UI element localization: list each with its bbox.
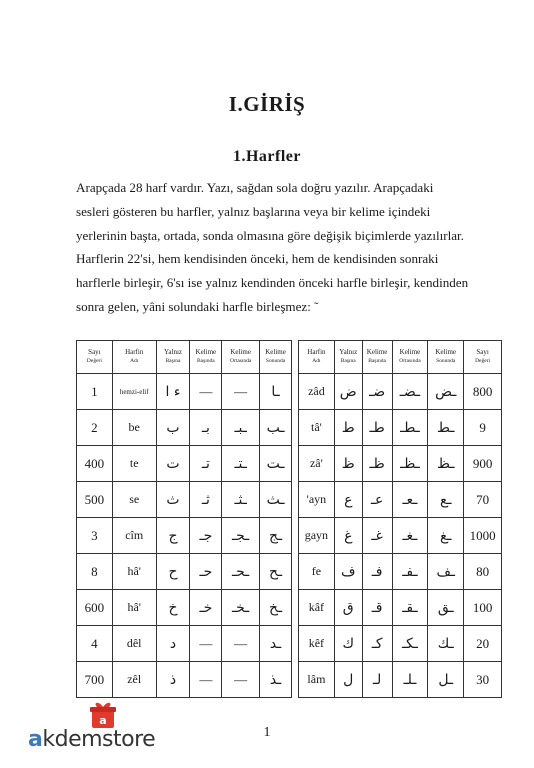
numeric-value-cell: 2 xyxy=(77,410,113,446)
letter-form-cell-medial: ـضـ xyxy=(392,374,428,410)
column-header-line1: Kelime xyxy=(366,348,388,356)
letter-form-cell-final: ـط xyxy=(428,410,464,446)
letter-form-cell-alone: ظ xyxy=(334,446,362,482)
letter-name-cell: hâ' xyxy=(112,590,156,626)
letter-name-cell: kâf xyxy=(299,590,335,626)
table-row xyxy=(77,626,292,662)
letter-form-cell-medial: — xyxy=(222,374,260,410)
column-header-line2: Adı xyxy=(312,358,321,364)
letter-form-cell-final: ـد xyxy=(260,626,292,662)
letter-form-cell-initial: — xyxy=(190,626,222,662)
column-header-line2: Sonunda xyxy=(436,358,456,364)
numeric-value-cell: 800 xyxy=(464,374,502,410)
letter-form-cell-initial: غـ xyxy=(362,518,392,554)
letter-form-cell-alone: د xyxy=(156,626,190,662)
paragraph-line: harflerle birleşir, 6'sı ise yalnız kendinden önceki harfle birleşir, kendinden xyxy=(76,275,469,291)
column-header-line1: Harfin xyxy=(125,348,144,356)
letter-form-cell-alone: ح xyxy=(156,554,190,590)
letter-form-cell-alone: ء ا xyxy=(156,374,190,410)
letter-form-cell-final: ـع xyxy=(428,482,464,518)
numeric-value-cell: 4 xyxy=(77,626,113,662)
letter-name-cell: te xyxy=(112,446,156,482)
section-heading: 1.Harfler xyxy=(232,148,302,165)
letter-form-cell-medial: ـجـ xyxy=(222,518,260,554)
column-header-line1: Kelime xyxy=(399,348,421,356)
column-header-line2: Değeri xyxy=(475,358,491,364)
letter-form-cell-final: ـك xyxy=(428,626,464,662)
letter-form-cell-medial: ـثـ xyxy=(222,482,260,518)
table-row xyxy=(77,482,292,518)
column-header xyxy=(260,341,292,374)
table-row xyxy=(299,590,502,626)
letter-form-cell-medial: ـلـ xyxy=(392,662,428,698)
table-row xyxy=(299,662,502,698)
letter-form-cell-initial: قـ xyxy=(362,590,392,626)
letter-name-cell: zêl xyxy=(112,662,156,698)
letter-name-cell: be xyxy=(112,410,156,446)
letter-form-cell-final: ـا xyxy=(260,374,292,410)
paragraph-line: Harflerin 22'si, hem kendisinden önceki, hem de kendisinden sonraki xyxy=(76,251,439,267)
letter-form-cell-medial: ـخـ xyxy=(222,590,260,626)
column-header xyxy=(77,341,113,374)
letter-form-cell-medial: ـظـ xyxy=(392,446,428,482)
column-header-line1: Kelime xyxy=(265,348,286,356)
letter-form-cell-initial: تـ xyxy=(190,446,222,482)
table-row xyxy=(77,446,292,482)
letter-form-cell-final: ـل xyxy=(428,662,464,698)
column-header xyxy=(392,341,428,374)
column-header xyxy=(190,341,222,374)
page-title: I.GİRİŞ xyxy=(228,92,306,116)
column-header xyxy=(299,341,335,374)
intro-paragraph xyxy=(76,176,502,319)
letter-form-cell-medial: ـغـ xyxy=(392,518,428,554)
column-header-line1: Yalnız xyxy=(339,348,358,356)
letter-form-cell-medial: ـحـ xyxy=(222,554,260,590)
letter-name-cell: kêf xyxy=(299,626,335,662)
table-row xyxy=(77,374,292,410)
letter-form-cell-final: ـض xyxy=(428,374,464,410)
letter-name-cell: se xyxy=(112,482,156,518)
letters-table-left xyxy=(76,340,292,698)
table-row xyxy=(77,662,292,698)
column-header-line1: Sayı xyxy=(476,348,489,356)
table-header-row xyxy=(299,341,502,374)
letter-name-cell: lâm xyxy=(299,662,335,698)
letter-form-cell-alone: خ xyxy=(156,590,190,626)
paragraph-line: yerlerinin başta, ortada, sonda olmasına göre değişik biçimlerde yazılırlar. xyxy=(76,227,464,243)
numeric-value-cell: 700 xyxy=(77,662,113,698)
logo-wordmark-a: a xyxy=(28,727,43,752)
letter-form-cell-alone: ث xyxy=(156,482,190,518)
letter-form-cell-alone: غ xyxy=(334,518,362,554)
column-header-line2: Başında xyxy=(196,358,215,364)
column-header-line2: Başında xyxy=(368,358,386,364)
letter-form-cell-medial: — xyxy=(222,626,260,662)
numeric-value-cell: 80 xyxy=(464,554,502,590)
logo-icon-letter: a xyxy=(99,714,107,727)
column-header xyxy=(222,341,260,374)
column-header-line2: Değeri xyxy=(86,358,102,364)
table-row xyxy=(299,482,502,518)
letter-form-cell-alone: ت xyxy=(156,446,190,482)
table-row xyxy=(77,554,292,590)
akdemstore-logo xyxy=(28,700,188,760)
numeric-value-cell: 70 xyxy=(464,482,502,518)
numeric-value-cell: 8 xyxy=(77,554,113,590)
letter-form-cell-alone: ل xyxy=(334,662,362,698)
column-header xyxy=(156,341,190,374)
table-row xyxy=(299,626,502,662)
numeric-value-cell: 20 xyxy=(464,626,502,662)
table-row xyxy=(299,410,502,446)
column-header xyxy=(112,341,156,374)
letter-form-cell-alone: ب xyxy=(156,410,190,446)
letters-table-right xyxy=(298,340,502,698)
logo-wordmark xyxy=(28,727,155,752)
letter-form-cell-alone: ع xyxy=(334,482,362,518)
numeric-value-cell: 9 xyxy=(464,410,502,446)
column-header-line2: Ortasında xyxy=(229,358,252,364)
table-row xyxy=(299,554,502,590)
letter-form-cell-final: ـق xyxy=(428,590,464,626)
column-header-line2: Adı xyxy=(130,358,139,364)
letter-name-cell: hâ' xyxy=(112,554,156,590)
table-row xyxy=(299,374,502,410)
letter-form-cell-initial: طـ xyxy=(362,410,392,446)
letter-form-cell-medial: ـطـ xyxy=(392,410,428,446)
letter-form-cell-alone: ج xyxy=(156,518,190,554)
letter-form-cell-alone: ط xyxy=(334,410,362,446)
numeric-value-cell: 1 xyxy=(77,374,113,410)
column-header-line2: Başına xyxy=(340,358,356,364)
letter-name-cell: tâ' xyxy=(299,410,335,446)
letter-name-cell: gayn xyxy=(299,518,335,554)
column-header xyxy=(428,341,464,374)
letter-name-cell: fe xyxy=(299,554,335,590)
letter-name-cell: zâ' xyxy=(299,446,335,482)
column-header xyxy=(464,341,502,374)
column-header xyxy=(334,341,362,374)
numeric-value-cell: 100 xyxy=(464,590,502,626)
numeric-value-cell: 400 xyxy=(77,446,113,482)
letter-form-cell-final: ـث xyxy=(260,482,292,518)
letter-form-cell-initial: كـ xyxy=(362,626,392,662)
letter-form-cell-final: ـت xyxy=(260,446,292,482)
letter-name-cell: dêl xyxy=(112,626,156,662)
column-header xyxy=(362,341,392,374)
table-header-row xyxy=(77,341,292,374)
letter-form-cell-alone: ذ xyxy=(156,662,190,698)
letter-form-cell-medial: ـفـ xyxy=(392,554,428,590)
letter-form-cell-initial: لـ xyxy=(362,662,392,698)
table-row xyxy=(77,518,292,554)
column-header-line1: Kelime xyxy=(195,348,217,356)
table-row xyxy=(77,590,292,626)
letter-form-cell-initial: ضـ xyxy=(362,374,392,410)
paragraph-line: Arapçada 28 harf vardır. Yazı, sağdan sola doğru yazılır. Arapçadaki xyxy=(76,180,434,195)
numeric-value-cell: 900 xyxy=(464,446,502,482)
letter-form-cell-alone: ك xyxy=(334,626,362,662)
letter-name-cell: zâd xyxy=(299,374,335,410)
column-header-line2: Sonunda xyxy=(265,358,286,364)
table-row xyxy=(77,410,292,446)
numeric-value-cell: 500 xyxy=(77,482,113,518)
letter-form-cell-final: ـب xyxy=(260,410,292,446)
letter-form-cell-final: ـخ xyxy=(260,590,292,626)
table-row xyxy=(299,518,502,554)
letter-name-cell: hemzi-elif xyxy=(112,374,156,410)
letter-form-cell-initial: عـ xyxy=(362,482,392,518)
letter-form-cell-initial: ظـ xyxy=(362,446,392,482)
column-header-line1: Kelime xyxy=(230,348,251,356)
letter-form-cell-final: ـظ xyxy=(428,446,464,482)
letter-form-cell-initial: — xyxy=(190,374,222,410)
letter-form-cell-final: ـح xyxy=(260,554,292,590)
letter-form-cell-initial: بـ xyxy=(190,410,222,446)
letter-form-cell-initial: خـ xyxy=(190,590,222,626)
letter-form-cell-initial: حـ xyxy=(190,554,222,590)
letter-form-cell-final: ـف xyxy=(428,554,464,590)
column-header-line1: Kelime xyxy=(435,348,457,356)
letter-form-cell-initial: جـ xyxy=(190,518,222,554)
logo-wordmark-rest: kdemstore xyxy=(42,727,156,752)
letter-form-cell-medial: ـتـ xyxy=(222,446,260,482)
column-header-line1: Harfin xyxy=(307,348,326,356)
letter-form-cell-medial: ـقـ xyxy=(392,590,428,626)
column-header-line1: Sayı xyxy=(88,348,101,356)
paragraph-line: sonra gelen, yâni solundaki harfle birleşmez: ˜ xyxy=(76,298,319,314)
letter-form-cell-medial: ـكـ xyxy=(392,626,428,662)
numeric-value-cell: 3 xyxy=(77,518,113,554)
letter-name-cell: 'ayn xyxy=(299,482,335,518)
column-header-line1: Yalnız xyxy=(164,348,182,356)
paragraph-line: sesleri gösteren bu harfler, yalnız başlarına veya bir kelime içindeki xyxy=(76,203,431,219)
letter-name-cell: cîm xyxy=(112,518,156,554)
letter-form-cell-initial: — xyxy=(190,662,222,698)
numeric-value-cell: 30 xyxy=(464,662,502,698)
table-row xyxy=(299,446,502,482)
letter-form-cell-final: ـغ xyxy=(428,518,464,554)
column-header-line2: Ortasında xyxy=(399,358,421,364)
numeric-value-cell: 1000 xyxy=(464,518,502,554)
gift-box-icon xyxy=(88,700,118,730)
letter-form-cell-alone: ق xyxy=(334,590,362,626)
letter-form-cell-alone: ض xyxy=(334,374,362,410)
letter-form-cell-medial: — xyxy=(222,662,260,698)
page-number: 1 xyxy=(263,725,271,740)
column-header-line2: Başına xyxy=(165,358,181,364)
letter-form-cell-medial: ـعـ xyxy=(392,482,428,518)
letter-form-cell-initial: فـ xyxy=(362,554,392,590)
letter-form-cell-initial: ثـ xyxy=(190,482,222,518)
letter-form-cell-final: ـج xyxy=(260,518,292,554)
numeric-value-cell: 600 xyxy=(77,590,113,626)
letter-form-cell-medial: ـبـ xyxy=(222,410,260,446)
letter-form-cell-final: ـذ xyxy=(260,662,292,698)
letter-form-cell-alone: ف xyxy=(334,554,362,590)
